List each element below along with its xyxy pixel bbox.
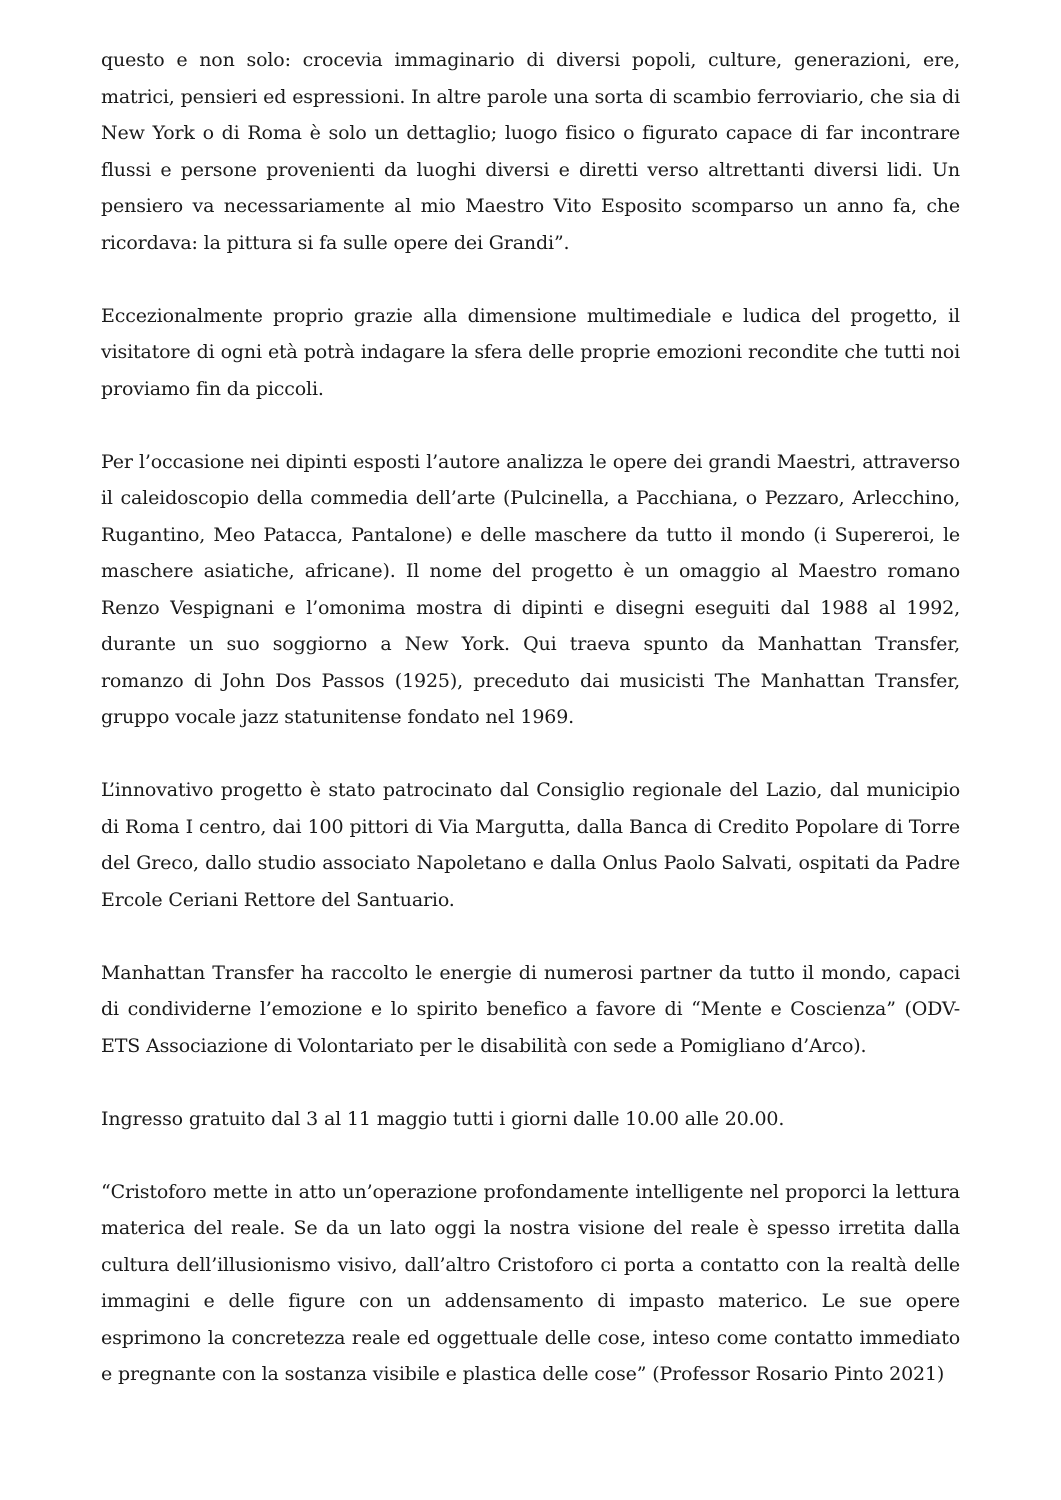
paragraph-maestri: Per l’occasione nei dipinti esposti l’autore analizza le opere dei grandi Maestri, attraverso il caleidoscopio della commedia dell’arte (Pulcinella, a Pacchiana, o Pezzaro, Arlecchino, Rugantino, Meo Patacca, Pantalone) e delle maschere da tutto il mondo (i Supereroi, le maschere asiatiche, africane). Il nome del progetto è un omaggio al Maestro romano Renzo Vespignani e l’omonima mostra di dipinti e disegni eseguiti dal 1988 al 1992, durante un suo soggiorno a New York. Qui traeva spunto da Manhattan Transfer, romanzo di John Dos Passos (1925), preceduto dai musicisti The Manhattan Transfer, gruppo vocale jazz statunitense fondato nel 1969. bbox=[101, 450, 960, 728]
paragraph-partner: Manhattan Transfer ha raccolto le energie di numerosi partner da tutto il mondo, capaci di condividerne l’emozione e lo spirito benefico a favore di “Mente e Coscienza” (ODV-ETS Associazione di Volontariato per le disabilità con sede a Pomigliano d’Arco). bbox=[101, 961, 960, 1057]
paragraph-crocevia: questo e non solo: crocevia immaginario di diversi popoli, culture, generazioni, ere, matrici, pensieri ed espressioni. In altre parole una sorta di scambio ferroviario, che sia di New York o di Roma è solo un dettaglio; luogo fisico o figurato capace di far incontrare flussi e persone provenienti da luoghi diversi e diretti verso altrettanti diversi lidi. Un pensiero va necessariamente al mio Maestro Vito Esposito scomparso un anno fa, che ricordava: la pittura si fa sulle opere dei Grandi”. bbox=[101, 49, 960, 254]
document-page bbox=[101, 42, 960, 1429]
paragraph-patrocinio: L’innovativo progetto è stato patrocinato dal Consiglio regionale del Lazio, dal municipio di Roma I centro, dai 100 pittori di Via Margutta, dalla Banca di Credito Popolare di Torre del Greco, dallo studio associato Napoletano e dalla Onlus Paolo Salvati, ospitati da Padre Ercole Ceriani Rettore del Santuario. bbox=[101, 779, 960, 911]
paragraph-ingresso: Ingresso gratuito dal 3 al 11 maggio tutti i giorni dalle 10.00 alle 20.00. bbox=[101, 1107, 785, 1130]
paragraph-citazione: “Cristoforo mette in atto un’operazione profondamente intelligente nel proporci la lettura materica del reale. Se da un lato oggi la nostra visione del reale è spesso irretita dalla cultura dell’illusionismo visivo, dall’altro Cristoforo ci porta a contatto con la realtà delle immagini e delle figure con un addensamento di impasto materico. Le sue opere esprimono la concretezza reale ed oggettuale delle cose, inteso come contatto immediato e pregnante con la sostanza visibile e plastica delle cose” (Professor Rosario Pinto 2021) bbox=[101, 1180, 960, 1385]
paragraph-multimedia: Eccezionalmente proprio grazie alla dimensione multimediale e ludica del progetto, il visitatore di ogni età potrà indagare la sfera delle proprie emozioni recondite che tutti noi proviamo fin da piccoli. bbox=[101, 304, 960, 400]
